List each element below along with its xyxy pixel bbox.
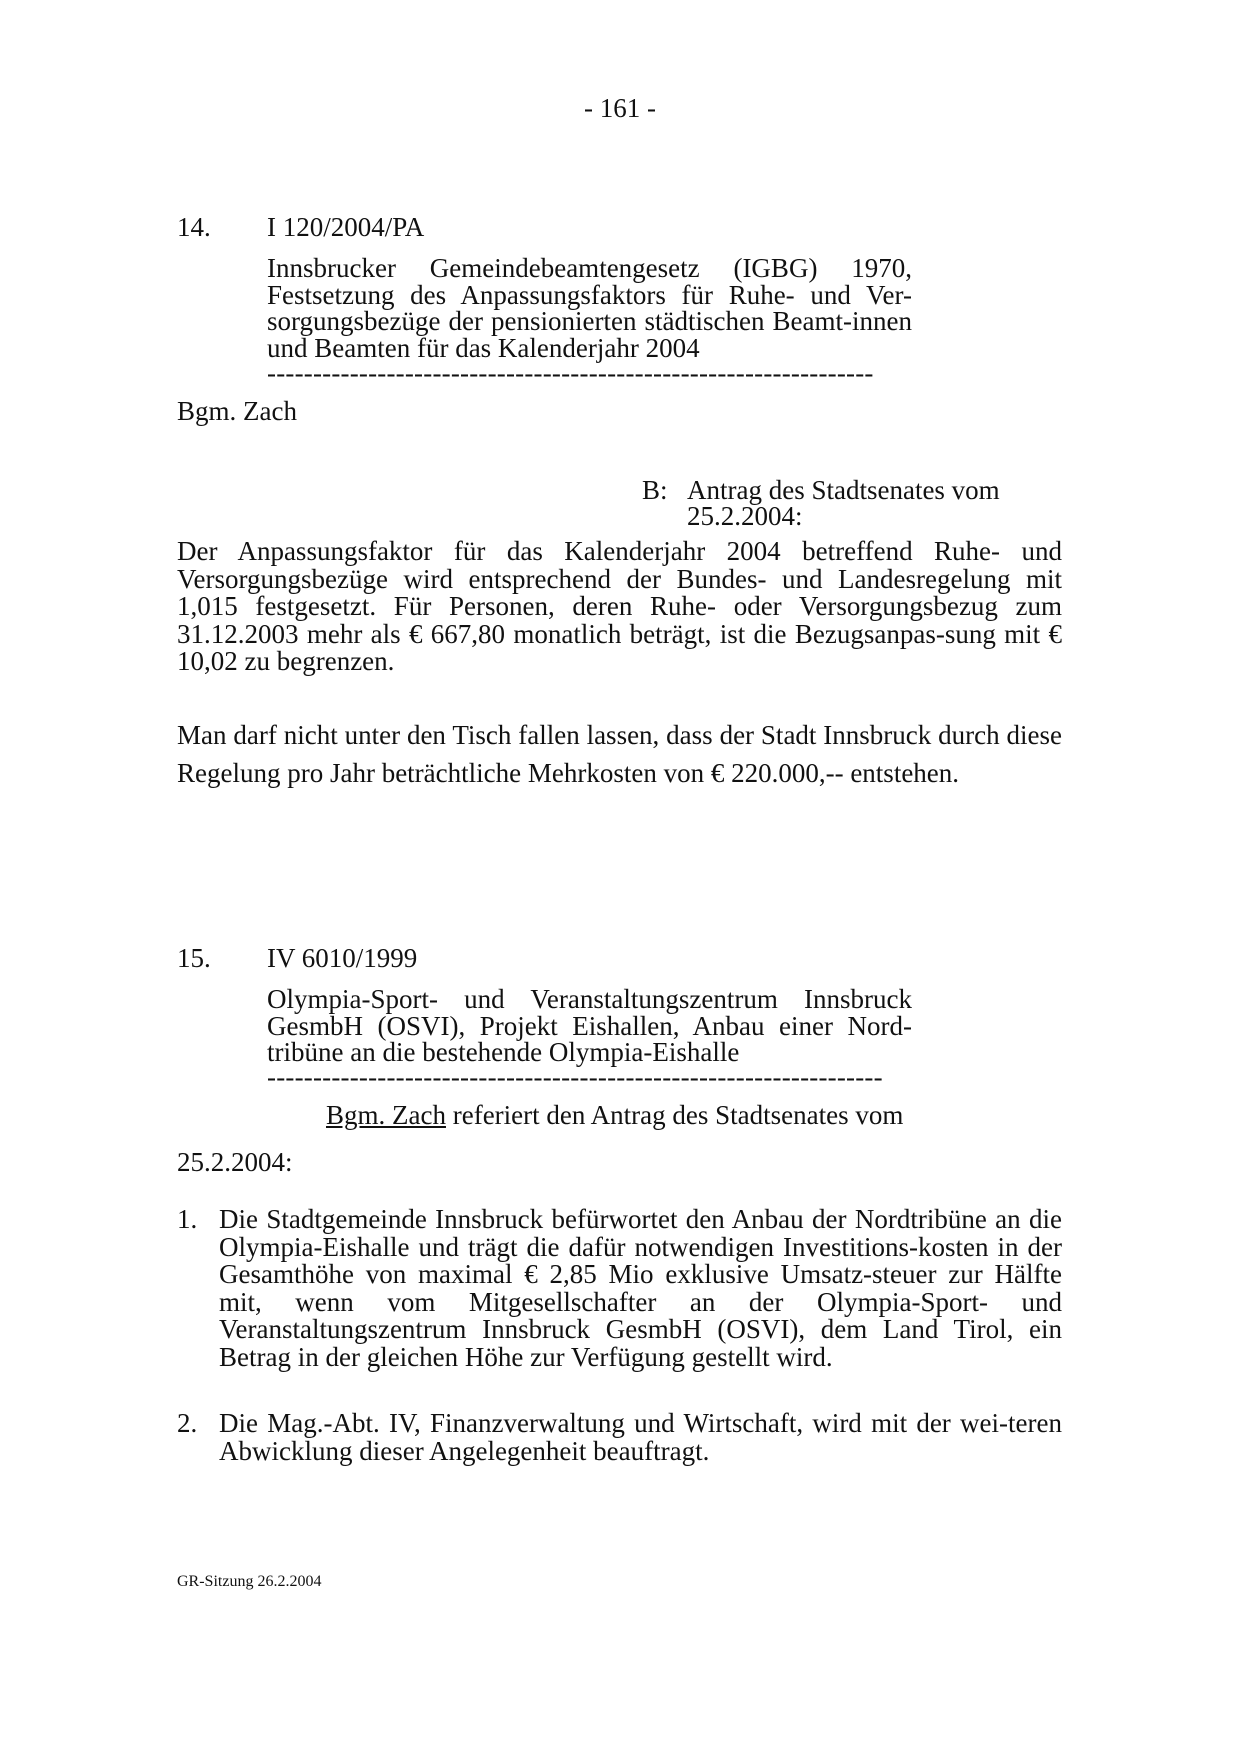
- antrag-label: B:: [642, 475, 668, 505]
- item-15-subject: Olympia-Sport- und Veranstaltungszentrum Innsbruck GesmbH (OSVI), Projekt Eishallen, Anbau einer Nord-tribüne an die bestehende Olympia-Eishalle: [267, 984, 912, 1067]
- referent-name: Bgm. Zach: [326, 1100, 446, 1130]
- page-number: - 161 -: [584, 93, 656, 123]
- antrag-date: 25.2.2004:: [687, 501, 803, 531]
- item-15-point-1: [177, 1206, 1062, 1371]
- item-14-decision: Der Anpassungsfaktor für das Kalenderjahr 2004 betreffend Ruhe- und Versorgungsbezüge wird entsprechend der Bundes- und Landesregelung mit 1,015 festgesetzt. Für Personen, deren Ruhe- oder Versorgungsbezug zum 31.12.2003 mehr als € 667,80 monatlich beträgt, ist die Bezugsanpas-sung mit € 10,02 zu begrenzen.: [177, 536, 1062, 676]
- item-14-number: 14.: [177, 212, 211, 242]
- item-15-point-2: [177, 1410, 1062, 1465]
- point-number: 2.: [177, 1408, 198, 1438]
- item-14-speaker: Bgm. Zach: [177, 396, 297, 426]
- point-number: 1.: [177, 1204, 198, 1234]
- page-footer: GR-Sitzung 26.2.2004: [177, 1573, 322, 1590]
- antrag-text: Antrag des Stadtsenates vom: [687, 475, 1000, 505]
- item-14-code: I 120/2004/PA: [267, 212, 425, 242]
- point-text: Die Stadtgemeinde Innsbruck befürwortet den Anbau der Nordtribüne an die Olympia-Eishalle und trägt die dafür notwendigen Investitions-kosten in der Gesamthöhe von maximal € 2,85 Mio exklusive Umsatz-steuer zur Hälfte mit, wenn vom Mitgesellschafter an der Olympia-Sport- und Veranstaltungszentrum Innsbruck GesmbH (OSVI), dem Land Tirol, ein Betrag in der gleichen Höhe zur Verfügung gestellt wird.: [219, 1204, 1062, 1372]
- item-15-referent-date: 25.2.2004:: [177, 1147, 293, 1177]
- referent-text: referiert den Antrag des Stadtsenates vom: [445, 1100, 904, 1130]
- item-15-number: 15.: [177, 943, 211, 973]
- item-14-separator: ------------------------------------------------------------------: [267, 358, 874, 388]
- item-15-separator: -------------------------------------------------------------------: [267, 1062, 883, 1092]
- point-text: Die Mag.-Abt. IV, Finanzverwaltung und Wirtschaft, wird mit der wei-teren Abwicklung dieser Angelegenheit beauftragt.: [219, 1408, 1062, 1466]
- item-14-remark: Man darf nicht unter den Tisch fallen lassen, dass der Stadt Innsbruck durch diese Regelung pro Jahr beträchtliche Mehrkosten von € 220.000,-- entstehen.: [177, 720, 1062, 788]
- item-14-antrag-heading: [642, 477, 1042, 529]
- item-15-referent-line: [326, 1100, 903, 1131]
- item-15-code: IV 6010/1999: [267, 943, 418, 973]
- item-14-subject: Innsbrucker Gemeindebeamtengesetz (IGBG) 1970, Festsetzung des Anpassungsfaktors für Ruhe- und Ver-sorgungsbezüge der pensionierten städtischen Beamt-innen und Beamten für das Kalenderjahr 2004: [267, 253, 912, 363]
